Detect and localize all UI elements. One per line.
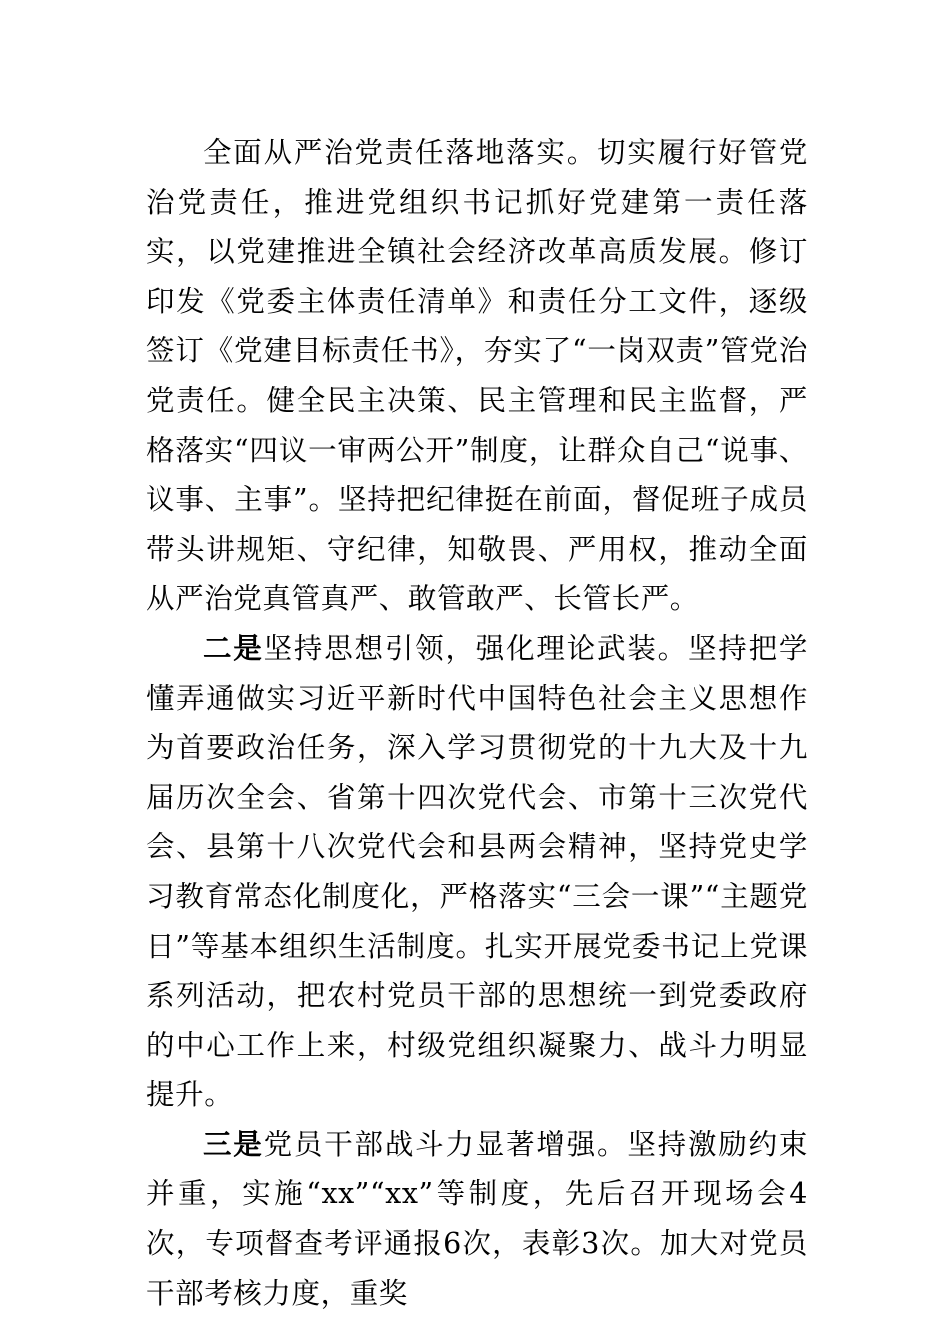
paragraph-text: 坚持思想引领，强化理论武装。坚持把学懂弄通做实习近平新时代中国特色社会主义思想作为首要政治任务，深入学习贯彻党的十九大及十九届历次全会、省第十四次党代会、市第十三次党代会、县第十八次党代会和县两会精神，坚持党史学习教育常态化制度化，严格落实“三会一课”“主题党日”等基本组织生活制度。扎实开展党委书记上党课系列活动，把农村党员干部的思想统一到党委政府的中心工作上来，村级党组织凝聚力、战斗力明显提升。: [146, 631, 808, 1112]
paragraph-2: [146, 624, 808, 1120]
document-body: [146, 128, 808, 1318]
paragraph-lead: 三是: [203, 1126, 264, 1161]
paragraph-1: [146, 128, 808, 624]
paragraph-text: 全面从严治党责任落地落实。切实履行好管党治党责任，推进党组织书记抓好党建第一责任落实，以党建推进全镇社会经济改革高质发展。修订印发《党委主体责任清单》和责任分工文件，逐级签订《党建目标责任书》，夯实了“一岗双责”管党治党责任。健全民主决策、民主管理和民主监督，严格落实“四议一审两公开”制度，让群众自己“说事、议事、主事”。坚持把纪律挺在前面，督促班子成员带头讲规矩、守纪律，知敬畏、严用权，推动全面从严治党真管真严、敢管敢严、长管长严。: [146, 136, 808, 616]
paragraph-text: 党员干部战斗力显著增强。坚持激励约束并重，实施“xx”“xx”等制度，先后召开现场会4次，专项督查考评通报6次，表彰3次。加大对党员干部考核力度，重奖: [146, 1127, 808, 1310]
paragraph-lead: 二是: [203, 630, 264, 665]
paragraph-3: [146, 1120, 808, 1318]
